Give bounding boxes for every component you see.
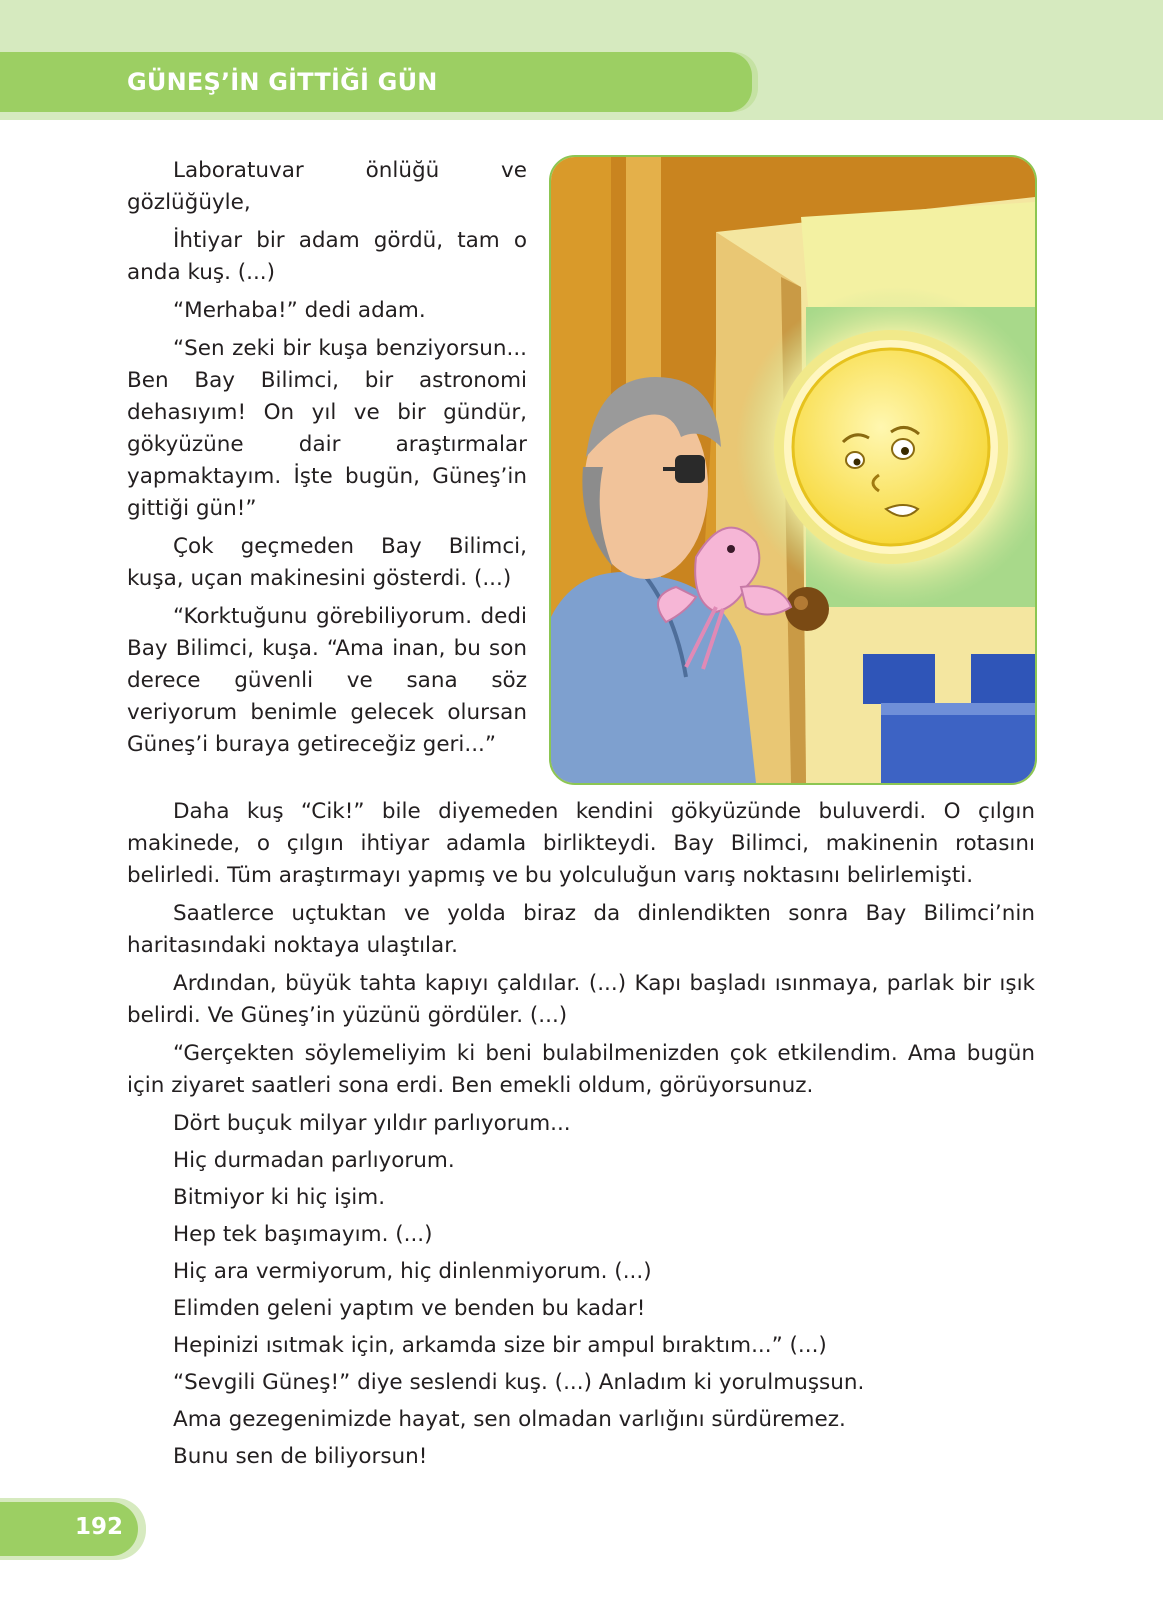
- verse-line: Hiç ara vermiyorum, hiç dinlenmiyorum. (...): [173, 1259, 652, 1284]
- story-illustration: [549, 155, 1037, 785]
- main-text-column: [127, 796, 1035, 1478]
- door-knob: [785, 587, 829, 631]
- paragraph: İhtiyar bir adam gördü, tam o anda kuş. (...): [127, 228, 527, 285]
- page-number: 192: [75, 1514, 124, 1540]
- verse-line: Elimden geleni yaptım ve benden bu kadar!: [173, 1296, 646, 1321]
- paragraph: Ardından, büyük tahta kapıyı çaldılar. (...) Kapı başladı ısınmaya, parlak bir ışık belirdi. Ve Güneş’in yüzünü gördüler. (...): [127, 971, 1035, 1028]
- verse-line: Bunu sen de biliyorsun!: [173, 1444, 428, 1469]
- paragraph: Daha kuş “Cik!” bile diyemeden kendini gökyüzünde buluverdi. O çılgın makinede, o çılgın ihtiyar adamla birlikteydi. Bay Bilimci, makinenin rotasını belirledi. Tüm araştırmayı yapmış ve bu yolculuğun varış noktasını belirlemişti.: [127, 799, 1035, 888]
- verse-line: Ama gezegenimizde hayat, sen olmadan varlığını sürdüremez.: [173, 1407, 846, 1432]
- paragraph: “Sen zeki bir kuşa benziyorsun... Ben Bay Bilimci, bir astronomi dehasıyım! On yıl ve bir gündür, gökyüzüne dair araştırmalar yapmaktayım. İşte bugün, Güneş’in gittiği gün!”: [127, 336, 527, 521]
- side-text-column: [127, 155, 527, 767]
- paragraph: Çok geçmeden Bay Bilimci, kuşa, uçan makinesini gösterdi. (...): [127, 534, 527, 591]
- chair: [863, 654, 935, 704]
- verse-line: Hepinizi ısıtmak için, arkamda size bir ampul bıraktım...” (...): [173, 1333, 827, 1358]
- paragraph: “Korktuğunu görebiliyorum. dedi Bay Bilimci, kuşa. “Ama inan, bu son derece güvenli ve sana söz veriyorum benimle gelecek olursan Güneş’i buraya getireceğiz geri...”: [127, 604, 527, 757]
- page-title: GÜNEŞ’İN GİTTİĞİ GÜN: [127, 68, 438, 96]
- chair: [971, 654, 1035, 704]
- verse-line: Dört buçuk milyar yıldır parlıyorum...: [173, 1111, 571, 1136]
- verse-line: Hiç durmadan parlıyorum.: [173, 1148, 455, 1173]
- verse-line: Bitmiyor ki hiç işim.: [173, 1185, 386, 1210]
- paragraph: Laboratuvar önlüğü ve gözlüğüyle,: [127, 158, 527, 215]
- table: [881, 712, 1035, 783]
- verse-line: Hep tek başımayım. (...): [173, 1222, 433, 1247]
- paragraph: “Gerçekten söylemeliyim ki beni bulabilmenizden çok etkilendim. Ama bugün için ziyaret saatleri sona erdi. Ben emekli oldum, görüyorsunuz.: [127, 1041, 1035, 1098]
- paragraph: Saatlerce uçtuktan ve yolda biraz da dinlendikten sonra Bay Bilimci’nin haritasındaki noktaya ulaştılar.: [127, 901, 1035, 958]
- paragraph: “Merhaba!” dedi adam.: [173, 298, 426, 323]
- verse-line: “Sevgili Güneş!” diye seslendi kuş. (...) Anladım ki yorulmuşsun.: [173, 1370, 865, 1395]
- glasses: [675, 455, 705, 483]
- sun-face: [793, 349, 989, 545]
